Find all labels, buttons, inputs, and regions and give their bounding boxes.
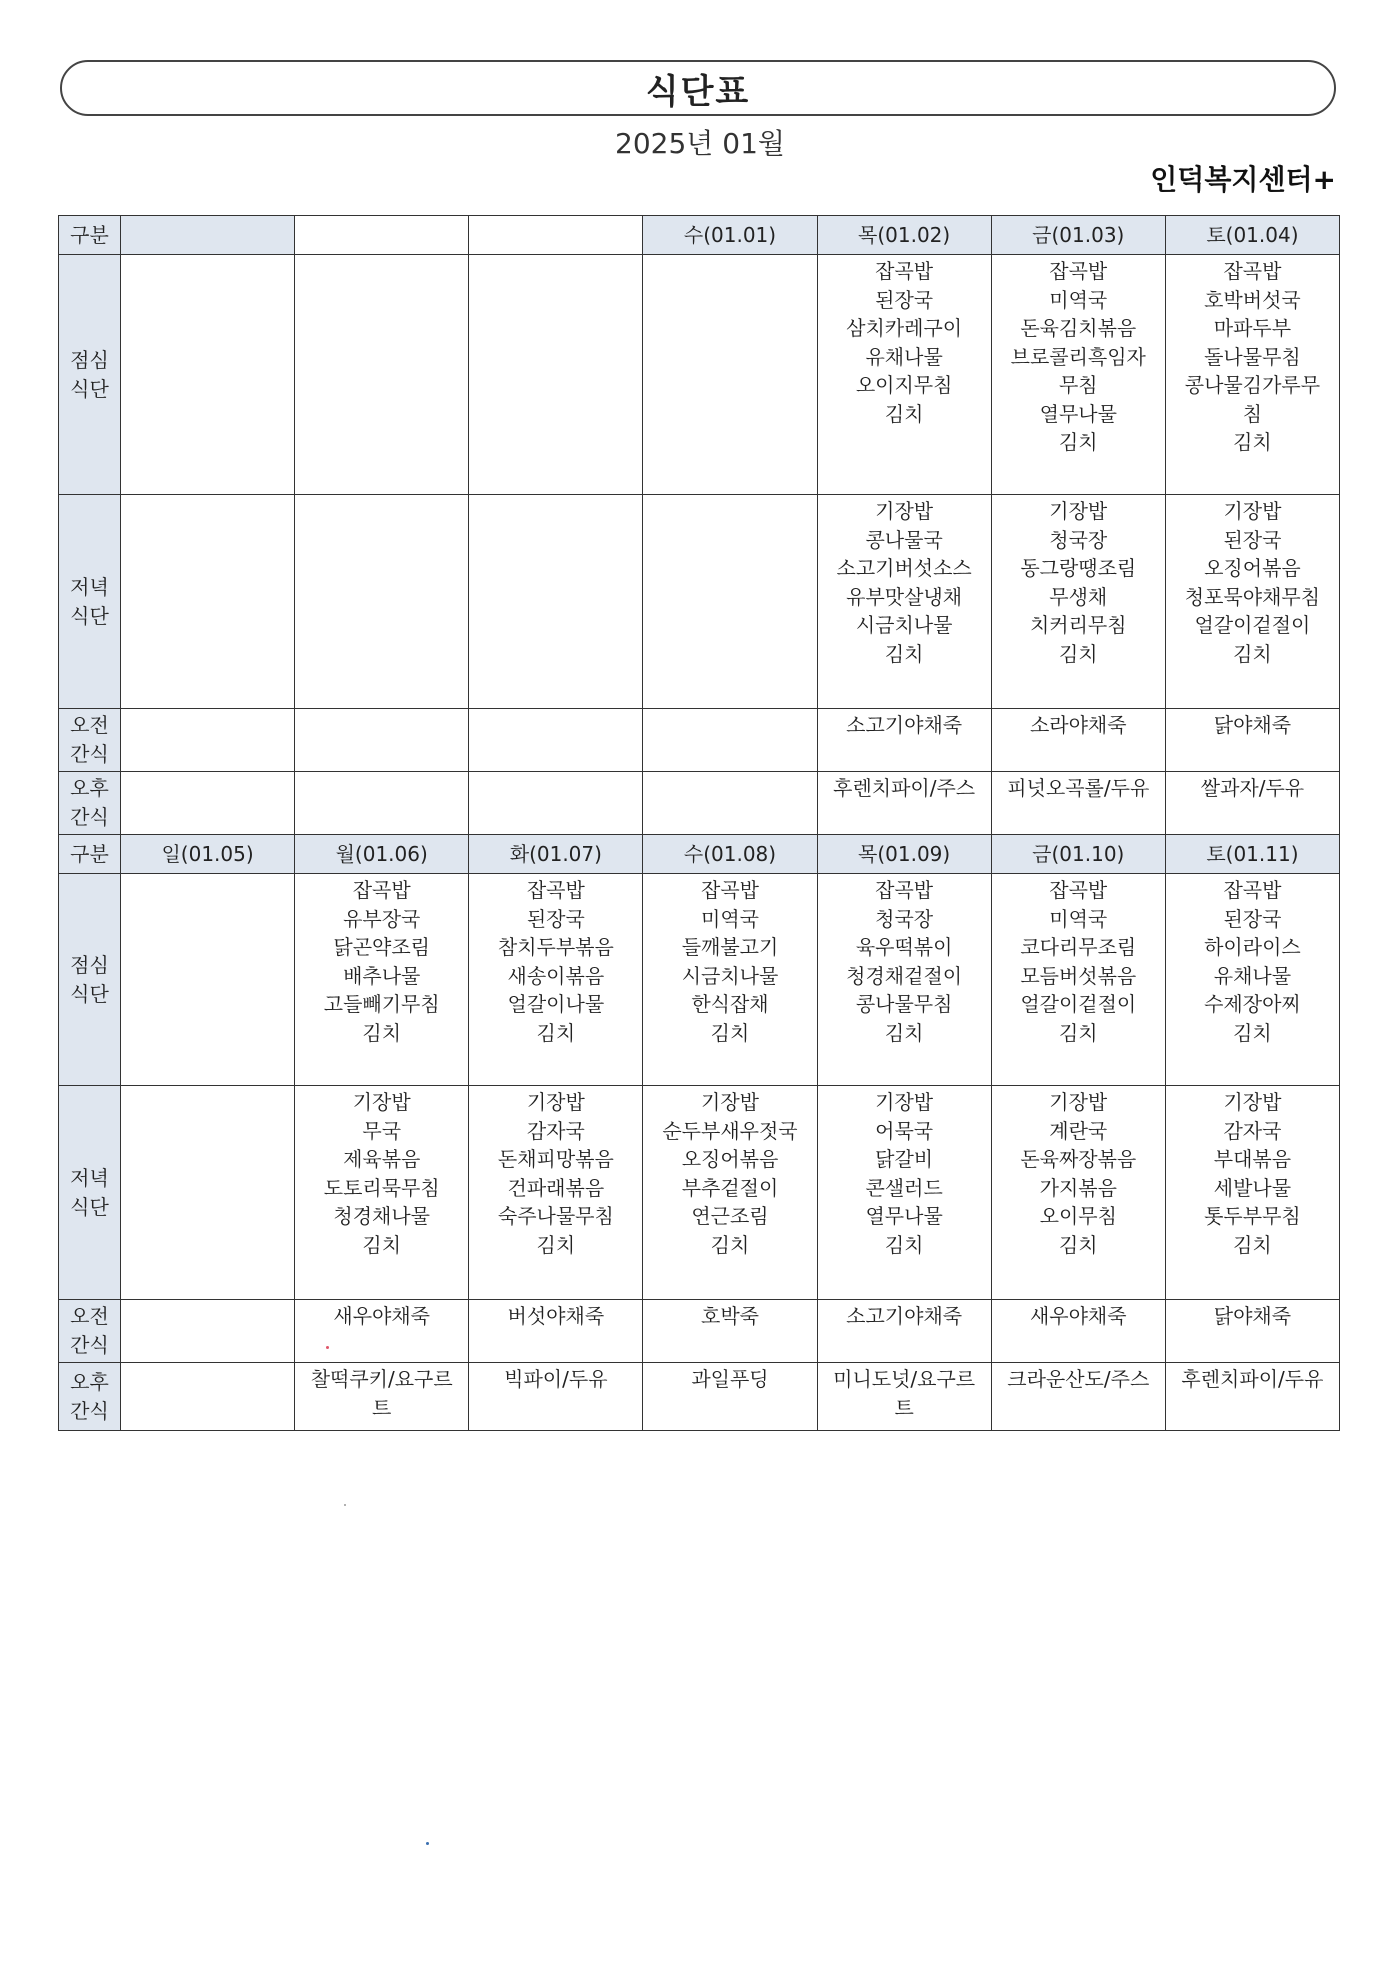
lunch-label bbox=[59, 255, 121, 495]
menu-cell bbox=[817, 255, 991, 495]
pm-snack-label bbox=[59, 1363, 121, 1431]
menu-item: 된장국 bbox=[1223, 527, 1282, 552]
menu-item: 세발나물 bbox=[1213, 1175, 1292, 1200]
menu-item: 기장밥 bbox=[1223, 1090, 1282, 1114]
menu-item: 제육볶음 bbox=[343, 1147, 421, 1171]
menu-cell bbox=[817, 772, 991, 835]
menu-cell bbox=[1165, 1363, 1339, 1431]
menu-cell bbox=[469, 1086, 643, 1300]
dinner-label bbox=[59, 1086, 121, 1300]
menu-cell bbox=[991, 772, 1165, 835]
menu-item: 새송이볶음 bbox=[507, 963, 605, 988]
menu-item: 김치 bbox=[884, 1232, 924, 1257]
menu-item: 김치 bbox=[362, 1020, 402, 1045]
menu-cell bbox=[643, 1363, 817, 1431]
menu-item: 된장국 bbox=[526, 906, 585, 931]
menu-item: 콩나물무침 bbox=[855, 992, 953, 1016]
menu-cell bbox=[469, 495, 643, 709]
menu-item: 호박죽 bbox=[701, 1304, 759, 1328]
menu-cell bbox=[121, 1300, 295, 1363]
menu-item: 김치 bbox=[884, 1020, 924, 1045]
menu-cell bbox=[643, 255, 817, 495]
menu-item: 참치두부볶음 bbox=[497, 935, 614, 959]
menu-item: 기장밥 bbox=[1049, 1090, 1108, 1114]
menu-item: 부대볶음 bbox=[1213, 1147, 1292, 1171]
menu-cell bbox=[469, 1300, 643, 1363]
menu-item: 무국 bbox=[362, 1118, 402, 1143]
am-snack-label-line: 간식 bbox=[70, 742, 109, 766]
am-snack-label bbox=[59, 709, 121, 772]
menu-item: 기장밥 bbox=[701, 1090, 759, 1114]
dinner-label bbox=[59, 495, 121, 709]
menu-item: 닭야채죽 bbox=[1213, 1304, 1292, 1328]
menu-cell bbox=[295, 495, 469, 709]
menu-item: 숙주나물무침 bbox=[497, 1204, 614, 1228]
menu-cell bbox=[295, 772, 469, 835]
menu-cell bbox=[817, 874, 991, 1086]
menu-item: 김치 bbox=[710, 1232, 750, 1257]
day-header: 수(01.01) bbox=[643, 216, 817, 255]
week2-lunch-row bbox=[59, 874, 1340, 1086]
menu-item: 찰떡쿠키/요구르 bbox=[310, 1367, 453, 1391]
menu-item: 청국장 bbox=[875, 906, 934, 931]
day-header: 금(01.03) bbox=[991, 216, 1165, 255]
menu-item: 기장밥 bbox=[1223, 499, 1282, 523]
lunch-label bbox=[59, 874, 121, 1086]
week1-dinner-row bbox=[59, 495, 1340, 709]
menu-item: 버섯야채죽 bbox=[507, 1304, 605, 1328]
menu-item: 얼갈이나물 bbox=[507, 992, 605, 1016]
menu-item: 김치 bbox=[1058, 1020, 1098, 1045]
day-header: 토(01.11) bbox=[1165, 835, 1339, 874]
menu-item: 열무나물 bbox=[1039, 401, 1117, 426]
menu-item: 한식잡채 bbox=[691, 992, 769, 1016]
pm-snack-label-line: 간식 bbox=[70, 805, 109, 829]
menu-item: 하이라이스 bbox=[1204, 935, 1301, 959]
menu-item: 김치 bbox=[362, 1232, 402, 1257]
menu-cell bbox=[121, 772, 295, 835]
menu-item: 건파래볶음 bbox=[507, 1175, 605, 1200]
menu-item: 계란국 bbox=[1049, 1118, 1108, 1143]
menu-item: 김치 bbox=[710, 1020, 750, 1045]
menu-item: 김치 bbox=[1233, 1232, 1272, 1257]
menu-item: 가지볶음 bbox=[1039, 1175, 1117, 1200]
week2-dinner-row bbox=[59, 1086, 1340, 1300]
menu-item: 미역국 bbox=[701, 906, 759, 931]
menu-cell bbox=[1165, 495, 1339, 709]
menu-item: 잡곡밥 bbox=[701, 878, 759, 902]
menu-item: 김치 bbox=[1058, 641, 1098, 666]
menu-item: 소고기버섯소스 bbox=[836, 556, 972, 580]
day-header bbox=[295, 216, 469, 255]
menu-item: 얼갈이겉절이 bbox=[1020, 992, 1137, 1016]
menu-item: 김치 bbox=[1233, 1020, 1272, 1045]
lunch-label-line: 점심 bbox=[70, 347, 109, 372]
menu-item: 된장국 bbox=[1223, 906, 1282, 931]
am-snack-label-line: 오전 bbox=[70, 713, 109, 737]
menu-item: 된장국 bbox=[875, 287, 934, 312]
menu-cell bbox=[295, 874, 469, 1086]
menu-cell bbox=[643, 772, 817, 835]
menu-item: 마파두부 bbox=[1213, 316, 1292, 340]
day-header bbox=[469, 216, 643, 255]
menu-cell bbox=[991, 255, 1165, 495]
menu-item: 돈육짜장볶음 bbox=[1020, 1147, 1137, 1171]
menu-cell bbox=[121, 1363, 295, 1431]
menu-cell bbox=[469, 874, 643, 1086]
menu-item: 무생채 bbox=[1049, 584, 1108, 609]
menu-cell bbox=[469, 709, 643, 772]
menu-item: 침 bbox=[1242, 401, 1263, 426]
menu-item: 콘샐러드 bbox=[865, 1175, 943, 1200]
am-snack-label-line: 간식 bbox=[70, 1333, 109, 1357]
menu-item: 닭야채죽 bbox=[1213, 713, 1292, 737]
day-header: 월(01.06) bbox=[295, 835, 469, 874]
pm-snack-label-line: 간식 bbox=[70, 1398, 109, 1423]
menu-item: 배추나물 bbox=[343, 963, 421, 988]
menu-item: 오징어볶음 bbox=[681, 1147, 779, 1171]
menu-item: 잡곡밥 bbox=[875, 259, 934, 283]
menu-cell bbox=[469, 772, 643, 835]
day-header: 일(01.05) bbox=[121, 835, 295, 874]
menu-item: 들깨불고기 bbox=[681, 935, 779, 959]
menu-cell bbox=[1165, 709, 1339, 772]
menu-cell bbox=[121, 874, 295, 1086]
menu-item: 삼치카레구이 bbox=[846, 316, 963, 340]
menu-item: 호박버섯국 bbox=[1204, 287, 1301, 312]
day-header bbox=[121, 216, 295, 255]
menu-item: 동그랑땡조림 bbox=[1020, 556, 1137, 580]
menu-item: 김치 bbox=[884, 641, 924, 666]
menu-item: 콩나물김가루무 bbox=[1184, 373, 1321, 397]
menu-cell bbox=[817, 495, 991, 709]
menu-item: 청경채나물 bbox=[333, 1204, 431, 1228]
menu-cell bbox=[1165, 772, 1339, 835]
pm-snack-label bbox=[59, 772, 121, 835]
menu-cell bbox=[817, 709, 991, 772]
menu-item: 기장밥 bbox=[875, 499, 934, 523]
day-header: 수(01.08) bbox=[643, 835, 817, 874]
menu-cell bbox=[1165, 255, 1339, 495]
menu-item: 육우떡볶이 bbox=[855, 935, 953, 959]
menu-item: 미니도넛/요구르 bbox=[833, 1367, 976, 1391]
menu-item: 콩나물국 bbox=[865, 527, 943, 552]
menu-item: 피넛오곡롤/두유 bbox=[1007, 776, 1150, 800]
menu-item: 돈채피망볶음 bbox=[497, 1147, 614, 1171]
menu-item: 고들빼기무침 bbox=[323, 992, 440, 1016]
menu-item: 청경채겉절이 bbox=[846, 963, 963, 988]
menu-item: 트 bbox=[372, 1395, 392, 1420]
menu-item: 크라운산도/주스 bbox=[1007, 1367, 1150, 1391]
scan-speck bbox=[426, 1842, 429, 1845]
menu-item: 과일푸딩 bbox=[691, 1367, 769, 1391]
day-header: 목(01.09) bbox=[817, 835, 991, 874]
menu-item: 후렌치파이/두유 bbox=[1181, 1367, 1324, 1391]
dinner-label-line: 식단 bbox=[70, 603, 109, 628]
menu-item: 기장밥 bbox=[526, 1090, 585, 1114]
menu-item: 미역국 bbox=[1049, 906, 1108, 931]
lunch-label-line: 식단 bbox=[70, 376, 109, 401]
menu-item: 잡곡밥 bbox=[1049, 259, 1108, 283]
menu-item: 코다리무조림 bbox=[1020, 935, 1137, 959]
menu-item: 새우야채죽 bbox=[1029, 1304, 1127, 1328]
am-snack-label bbox=[59, 1300, 121, 1363]
week1-am_snack-row bbox=[59, 709, 1340, 772]
menu-cell bbox=[295, 1363, 469, 1431]
menu-item: 연근조림 bbox=[691, 1204, 769, 1228]
menu-item: 치커리무침 bbox=[1029, 613, 1127, 637]
menu-item: 소라야채죽 bbox=[1029, 713, 1127, 737]
menu-item: 닭갈비 bbox=[875, 1147, 934, 1171]
menu-cell bbox=[295, 1300, 469, 1363]
menu-item: 기장밥 bbox=[1049, 499, 1108, 523]
meal-plan-table bbox=[58, 215, 1340, 1431]
menu-cell bbox=[1165, 874, 1339, 1086]
menu-item: 감자국 bbox=[526, 1118, 585, 1143]
week2-header-row bbox=[59, 835, 1340, 874]
menu-item: 새우야채죽 bbox=[333, 1304, 431, 1328]
menu-item: 김치 bbox=[1233, 430, 1272, 454]
week2-am_snack-row bbox=[59, 1300, 1340, 1363]
day-header: 금(01.10) bbox=[991, 835, 1165, 874]
menu-item: 톳두부무침 bbox=[1204, 1204, 1301, 1228]
menu-item: 잡곡밥 bbox=[352, 878, 411, 902]
menu-item: 김치 bbox=[884, 401, 924, 426]
division-label: 구분 bbox=[59, 216, 121, 255]
menu-item: 유부맛살냉채 bbox=[846, 584, 963, 609]
menu-item: 무침 bbox=[1058, 373, 1098, 397]
menu-cell bbox=[991, 1300, 1165, 1363]
menu-cell bbox=[643, 874, 817, 1086]
pm-snack-label-line: 오후 bbox=[70, 1369, 109, 1394]
menu-cell bbox=[295, 709, 469, 772]
page-title: 식단표 bbox=[60, 60, 1336, 116]
menu-item: 감자국 bbox=[1223, 1118, 1282, 1143]
week1-lunch-row bbox=[59, 255, 1340, 495]
menu-cell bbox=[643, 709, 817, 772]
menu-item: 모듬버섯볶음 bbox=[1020, 963, 1137, 988]
menu-cell bbox=[817, 1086, 991, 1300]
menu-cell bbox=[295, 1086, 469, 1300]
menu-item: 김치 bbox=[1233, 641, 1272, 666]
menu-item: 김치 bbox=[1058, 1232, 1098, 1257]
menu-cell bbox=[1165, 1300, 1339, 1363]
am-snack-label-line: 오전 bbox=[70, 1304, 109, 1328]
menu-cell bbox=[817, 1363, 991, 1431]
menu-item: 김치 bbox=[1058, 430, 1098, 454]
menu-item: 김치 bbox=[536, 1020, 576, 1045]
organization-name: 인덕복지센터+ bbox=[1150, 163, 1336, 196]
menu-cell bbox=[991, 1086, 1165, 1300]
menu-cell bbox=[121, 495, 295, 709]
menu-item: 쌀과자/두유 bbox=[1200, 776, 1305, 800]
menu-item: 돌나물무침 bbox=[1204, 344, 1301, 369]
menu-cell bbox=[121, 1086, 295, 1300]
menu-cell bbox=[643, 1300, 817, 1363]
menu-item: 미역국 bbox=[1049, 287, 1108, 312]
scan-speck bbox=[344, 1504, 346, 1506]
menu-item: 트 bbox=[894, 1395, 914, 1420]
menu-cell bbox=[991, 709, 1165, 772]
scan-speck bbox=[326, 1346, 329, 1349]
menu-item: 부추겉절이 bbox=[681, 1175, 779, 1200]
menu-item: 오이지무침 bbox=[855, 373, 953, 397]
lunch-label-line: 점심 bbox=[70, 952, 109, 977]
menu-cell bbox=[991, 1363, 1165, 1431]
menu-item: 잡곡밥 bbox=[1049, 878, 1108, 902]
menu-item: 빅파이/두유 bbox=[504, 1367, 608, 1391]
period-subtitle: 2025년 01월 bbox=[615, 127, 785, 160]
week2-pm_snack-row bbox=[59, 1363, 1340, 1431]
menu-cell bbox=[121, 709, 295, 772]
menu-item: 잡곡밥 bbox=[1223, 878, 1282, 902]
week1-pm_snack-row bbox=[59, 772, 1340, 835]
menu-item: 잡곡밥 bbox=[875, 878, 934, 902]
pm-snack-label-line: 오후 bbox=[70, 776, 109, 800]
menu-item: 시금치나물 bbox=[681, 963, 779, 988]
week1-header-row bbox=[59, 216, 1340, 255]
menu-cell bbox=[469, 255, 643, 495]
menu-item: 유채나물 bbox=[865, 344, 943, 369]
menu-cell bbox=[817, 1300, 991, 1363]
menu-item: 소고기야채죽 bbox=[846, 1304, 963, 1328]
lunch-label-line: 식단 bbox=[70, 981, 109, 1006]
menu-item: 김치 bbox=[536, 1232, 576, 1257]
menu-item: 열무나물 bbox=[865, 1204, 943, 1228]
menu-cell bbox=[1165, 1086, 1339, 1300]
menu-item: 기장밥 bbox=[875, 1090, 934, 1114]
menu-cell bbox=[295, 255, 469, 495]
dinner-label-line: 저녁 bbox=[70, 574, 109, 599]
dinner-label-line: 저녁 bbox=[70, 1165, 109, 1190]
menu-cell bbox=[643, 495, 817, 709]
menu-item: 청포묵야채무침 bbox=[1184, 584, 1321, 609]
menu-item: 유채나물 bbox=[1213, 963, 1292, 988]
dinner-label-line: 식단 bbox=[70, 1194, 109, 1219]
menu-item: 수제장아찌 bbox=[1204, 992, 1301, 1016]
menu-cell bbox=[991, 495, 1165, 709]
day-header: 목(01.02) bbox=[817, 216, 991, 255]
menu-item: 순두부새우젓국 bbox=[662, 1118, 798, 1143]
menu-item: 브로콜리흑임자 bbox=[1010, 344, 1146, 369]
menu-item: 잡곡밥 bbox=[1223, 259, 1282, 283]
menu-item: 시금치나물 bbox=[855, 613, 953, 637]
menu-item: 오징어볶음 bbox=[1204, 556, 1301, 580]
menu-item: 유부장국 bbox=[343, 906, 421, 931]
menu-item: 도토리묵무침 bbox=[323, 1175, 440, 1200]
menu-item: 닭곤약조림 bbox=[333, 935, 431, 959]
division-label: 구분 bbox=[59, 835, 121, 874]
day-header: 화(01.07) bbox=[469, 835, 643, 874]
menu-item: 얼갈이겉절이 bbox=[1194, 613, 1311, 637]
menu-item: 어묵국 bbox=[875, 1118, 934, 1143]
menu-item: 후렌치파이/주스 bbox=[833, 776, 976, 800]
menu-item: 청국장 bbox=[1049, 527, 1108, 552]
menu-cell bbox=[991, 874, 1165, 1086]
menu-item: 오이무침 bbox=[1039, 1204, 1117, 1228]
menu-cell bbox=[469, 1363, 643, 1431]
day-header: 토(01.04) bbox=[1165, 216, 1339, 255]
menu-cell bbox=[121, 255, 295, 495]
menu-item: 잡곡밥 bbox=[526, 878, 585, 902]
menu-item: 기장밥 bbox=[352, 1090, 411, 1114]
menu-cell bbox=[643, 1086, 817, 1300]
menu-item: 소고기야채죽 bbox=[846, 713, 963, 737]
menu-item: 돈육김치볶음 bbox=[1020, 316, 1137, 340]
